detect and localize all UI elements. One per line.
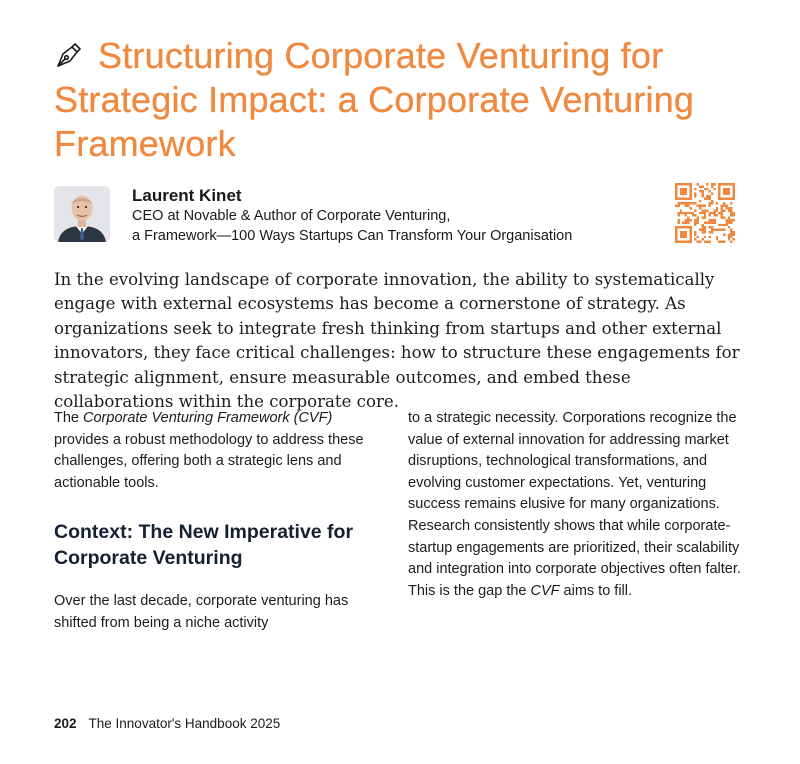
intro-paragraph <box>54 408 384 494</box>
right-paragraph <box>408 408 748 602</box>
lede-paragraph: In the evolving landscape of corporate innovation, the ability to systematically engage with external ecosystems has become a cornerstone of strategy. As organizations seek to integrate fresh thinking from startups and other external innovators, they face critical challenges: how to structure these engagements for strategic alignment, ensure measurable outcomes, and embed these collaborations within the corporate core. <box>54 270 740 412</box>
author-name: Laurent Kinet <box>132 186 242 205</box>
section-heading: Context: The New Imperative for Corporate Venturing <box>54 521 354 569</box>
right-column <box>408 408 748 602</box>
right-end: aims to fill. <box>559 582 633 599</box>
author-role-line-2: a Framework—100 Ways Startups Can Transform Your Organisation <box>132 228 573 244</box>
framework-name: Corporate Venturing Framework (CVF) <box>83 410 333 426</box>
article-title: Structuring Corporate Venturing for Strategic Impact: a Corporate Venturing Framework <box>54 35 695 164</box>
context-paragraph: Over the last decade, corporate venturing has shifted from being a niche activity <box>54 593 349 631</box>
right-text: to a strategic necessity. Corporations recognize the value of external innovation for addressing market disruptions, technological transformations, and evolving customer expectations. Yet, venturing success remains elusive for many organizations. Research consistently shows that while corporate-startup engagements are prioritized, their scalability and integration into corporate objectives often falter. This is the gap the <box>408 410 741 599</box>
cvf-abbrev: CVF <box>530 582 560 599</box>
page-footer <box>54 716 280 731</box>
author-avatar <box>54 186 110 242</box>
author-role-line-1: CEO at Novable & Author of Corporate Venturing, <box>132 208 451 224</box>
intro-rest: provides a robust methodology to address these challenges, offering both a strategic lens and actionable tools. <box>54 431 364 491</box>
title-block <box>54 34 754 166</box>
publication-name: The Innovator's Handbook 2025 <box>88 716 281 731</box>
page-number: 202 <box>54 716 77 731</box>
intro-prefix: The <box>54 410 84 426</box>
left-column <box>54 408 384 635</box>
author-info <box>132 186 692 246</box>
pen-nib-icon <box>54 40 84 70</box>
qr-code-icon[interactable] <box>675 183 735 243</box>
